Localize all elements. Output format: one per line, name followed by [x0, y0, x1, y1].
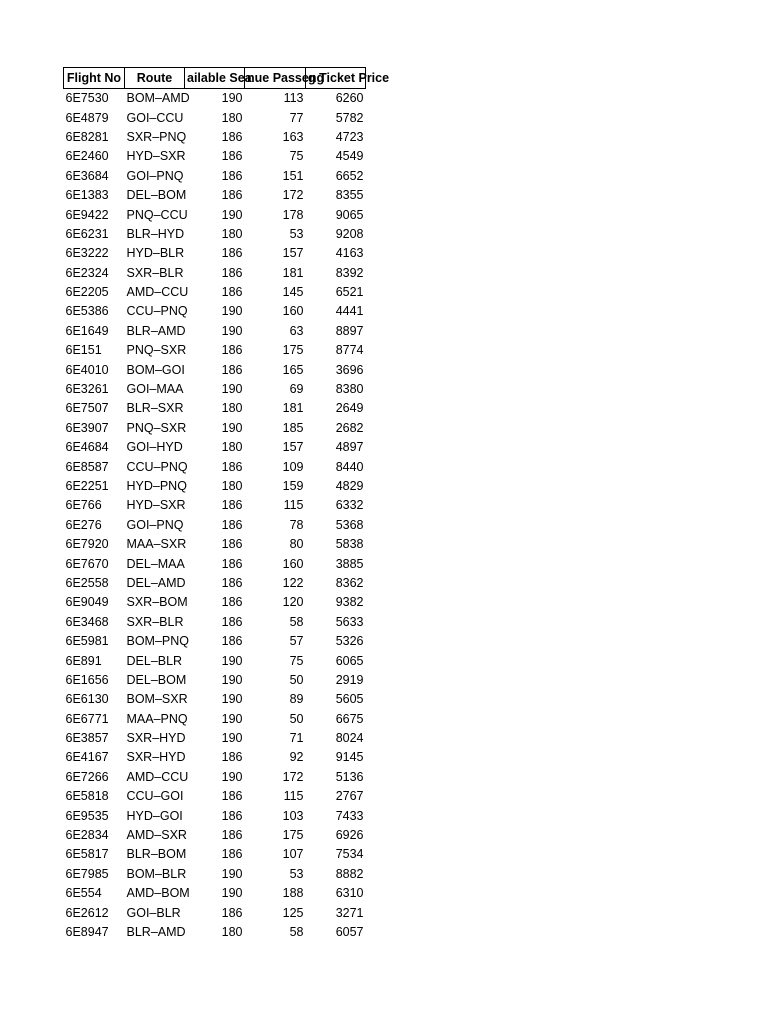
- available-seats-cell[interactable]: 186: [221, 905, 243, 920]
- passengers-cell[interactable]: 185: [282, 420, 304, 435]
- table-row: [64, 903, 366, 922]
- table-row: [64, 845, 366, 864]
- table-row: [64, 360, 366, 379]
- table-row: [64, 244, 366, 263]
- table-row: [64, 457, 366, 476]
- route-cell[interactable]: MAA–PNQ: [126, 711, 188, 726]
- available-seats-cell[interactable]: 190: [221, 382, 243, 397]
- route-cell[interactable]: AMD–BOM: [126, 886, 190, 901]
- route-cell[interactable]: HYD–BLR: [126, 246, 185, 261]
- available-seats-cell[interactable]: 180: [221, 440, 243, 455]
- route-cell[interactable]: DEL–BOM: [126, 672, 187, 687]
- flight-no-cell[interactable]: 6E2558: [65, 575, 109, 590]
- available-seats-cell[interactable]: 186: [221, 595, 243, 610]
- available-seats-cell[interactable]: 186: [221, 537, 243, 552]
- flight-no-cell[interactable]: 6E4010: [65, 362, 109, 377]
- route-cell[interactable]: PNQ–SXR: [126, 420, 187, 435]
- available-seats-cell[interactable]: 186: [221, 614, 243, 629]
- ticket-price-cell[interactable]: 5633: [335, 614, 364, 629]
- available-seats-cell[interactable]: 186: [221, 789, 243, 804]
- ticket-price-cell[interactable]: 8897: [335, 323, 364, 338]
- route-cell[interactable]: HYD–GOI: [126, 808, 183, 823]
- route-cell[interactable]: BOM–BLR: [126, 866, 187, 881]
- route-cell[interactable]: SXR–BLR: [126, 614, 184, 629]
- available-seats-cell[interactable]: 190: [221, 731, 243, 746]
- ticket-price-cell[interactable]: 4163: [335, 246, 364, 261]
- route-cell[interactable]: BLR–AMD: [126, 924, 186, 939]
- available-seats-cell[interactable]: 186: [221, 828, 243, 843]
- passengers-cell[interactable]: 178: [282, 207, 304, 222]
- flight-no-cell[interactable]: 6E2460: [65, 149, 109, 164]
- passengers-cell[interactable]: 77: [289, 110, 304, 125]
- flight-no-cell[interactable]: 6E151: [65, 343, 102, 358]
- table-row: [64, 225, 366, 244]
- route-cell[interactable]: AMD–SXR: [126, 828, 187, 843]
- passengers-cell[interactable]: 103: [282, 808, 304, 823]
- ticket-price-cell[interactable]: 8024: [335, 731, 364, 746]
- table-row: [64, 477, 366, 496]
- ticket-price-cell[interactable]: 7534: [335, 847, 364, 862]
- flight-no-cell[interactable]: 6E5817: [65, 847, 109, 862]
- table-row: [64, 768, 366, 787]
- route-cell[interactable]: GOI–CCU: [126, 110, 184, 125]
- table-row: [64, 574, 366, 593]
- available-seats-cell[interactable]: 186: [221, 188, 243, 203]
- route-cell[interactable]: CCU–GOI: [126, 789, 184, 804]
- header-passengers[interactable]: nue Passeng: [245, 68, 306, 89]
- route-cell[interactable]: BLR–HYD: [126, 226, 185, 241]
- ticket-price-cell[interactable]: 6065: [335, 653, 364, 668]
- table-row: [64, 108, 366, 127]
- passengers-cell[interactable]: 181: [282, 265, 304, 280]
- available-seats-cell[interactable]: 190: [221, 692, 243, 707]
- ticket-price-cell[interactable]: 6332: [335, 498, 364, 513]
- passengers-cell[interactable]: 50: [289, 672, 304, 687]
- flight-no-cell[interactable]: 6E6130: [65, 692, 109, 707]
- available-seats-cell[interactable]: 186: [221, 149, 243, 164]
- table-row: [64, 186, 366, 205]
- flight-no-cell[interactable]: 6E7985: [65, 866, 109, 881]
- ticket-price-cell[interactable]: 4723: [335, 129, 364, 144]
- available-seats-cell[interactable]: 186: [221, 750, 243, 765]
- table-row: [64, 322, 366, 341]
- flight-no-cell[interactable]: 6E4167: [65, 750, 109, 765]
- flight-no-cell[interactable]: 6E3907: [65, 420, 109, 435]
- ticket-price-cell[interactable]: 8392: [335, 265, 364, 280]
- table-row: [64, 651, 366, 670]
- available-seats-cell[interactable]: 190: [221, 323, 243, 338]
- table-row: [64, 496, 366, 515]
- table-row: [64, 748, 366, 767]
- table-row: [64, 865, 366, 884]
- passengers-cell[interactable]: 151: [282, 168, 304, 183]
- ticket-price-cell[interactable]: 4549: [335, 149, 364, 164]
- available-seats-cell[interactable]: 186: [221, 265, 243, 280]
- ticket-price-cell[interactable]: 8882: [335, 866, 364, 881]
- available-seats-cell[interactable]: 180: [221, 226, 243, 241]
- route-cell[interactable]: SXR–HYD: [126, 750, 186, 765]
- passengers-cell[interactable]: 172: [282, 769, 304, 784]
- ticket-price-cell[interactable]: 8355: [335, 188, 364, 203]
- ticket-price-cell[interactable]: 8362: [335, 575, 364, 590]
- flight-sheet: [63, 67, 390, 942]
- available-seats-cell[interactable]: 186: [221, 129, 243, 144]
- table-row: [64, 205, 366, 224]
- passengers-cell[interactable]: 165: [282, 362, 304, 377]
- passengers-cell[interactable]: 113: [283, 91, 304, 106]
- ticket-price-cell[interactable]: 5605: [335, 692, 364, 707]
- table-row: [64, 593, 366, 612]
- passengers-cell[interactable]: 71: [289, 731, 304, 746]
- passengers-cell[interactable]: 181: [282, 401, 304, 416]
- ticket-price-cell[interactable]: 6926: [335, 828, 364, 843]
- header-row: [64, 68, 366, 89]
- header-ticket-price[interactable]: g Ticket Price: [306, 68, 366, 89]
- ticket-price-cell[interactable]: 6310: [335, 886, 364, 901]
- table-row: [64, 710, 366, 729]
- table-row: [64, 690, 366, 709]
- passengers-cell[interactable]: 78: [289, 517, 304, 532]
- table-row: [64, 302, 366, 321]
- route-cell[interactable]: CCU–PNQ: [126, 304, 188, 319]
- flight-no-cell[interactable]: 6E3222: [65, 246, 109, 261]
- ticket-price-cell[interactable]: 5368: [335, 517, 364, 532]
- table-row: [64, 826, 366, 845]
- ticket-price-cell[interactable]: 8380: [335, 382, 364, 397]
- ticket-price-cell[interactable]: 4441: [335, 304, 364, 319]
- flight-no-cell[interactable]: 6E8281: [65, 129, 109, 144]
- available-seats-cell[interactable]: 180: [221, 401, 243, 416]
- route-cell[interactable]: BOM–AMD: [126, 91, 190, 106]
- ticket-price-cell[interactable]: 7433: [335, 808, 364, 823]
- table-row: [64, 380, 366, 399]
- passengers-cell[interactable]: 175: [282, 343, 304, 358]
- ticket-price-cell[interactable]: 2682: [335, 420, 364, 435]
- route-cell[interactable]: SXR–HYD: [126, 731, 186, 746]
- flight-no-cell[interactable]: 6E1383: [65, 188, 109, 203]
- ticket-price-cell[interactable]: 5326: [335, 634, 364, 649]
- route-cell[interactable]: BOM–SXR: [126, 692, 188, 707]
- passengers-cell[interactable]: 160: [282, 556, 304, 571]
- available-seats-cell[interactable]: 190: [221, 653, 243, 668]
- passengers-cell[interactable]: 115: [283, 789, 304, 804]
- passengers-cell[interactable]: 145: [282, 285, 304, 300]
- route-cell[interactable]: BOM–GOI: [126, 362, 185, 377]
- flight-no-cell[interactable]: 6E3468: [65, 614, 109, 629]
- flight-no-cell[interactable]: 6E4879: [65, 110, 109, 125]
- ticket-price-cell[interactable]: 9065: [335, 207, 364, 222]
- header-route[interactable]: Route: [125, 68, 185, 89]
- ticket-price-cell[interactable]: 6057: [335, 924, 364, 939]
- flight-no-cell[interactable]: 6E5386: [65, 304, 109, 319]
- passengers-cell[interactable]: 157: [282, 246, 304, 261]
- route-cell[interactable]: CCU–PNQ: [126, 459, 188, 474]
- header-flight-no[interactable]: Flight No: [64, 68, 125, 89]
- ticket-price-cell[interactable]: 8774: [335, 343, 364, 358]
- table-row: [64, 632, 366, 651]
- flight-no-cell[interactable]: 6E7670: [65, 556, 109, 571]
- table-row: [64, 729, 366, 748]
- flight-no-cell[interactable]: 6E5981: [65, 634, 109, 649]
- route-cell[interactable]: SXR–BLR: [126, 265, 184, 280]
- route-cell[interactable]: DEL–BLR: [126, 653, 183, 668]
- flight-no-cell[interactable]: 6E554: [65, 886, 102, 901]
- flight-no-cell[interactable]: 6E2834: [65, 828, 109, 843]
- flight-no-cell[interactable]: 6E3857: [65, 731, 109, 746]
- flight-no-cell[interactable]: 6E891: [65, 653, 102, 668]
- table-row: [64, 787, 366, 806]
- flight-no-cell[interactable]: 6E7920: [65, 537, 109, 552]
- available-seats-cell[interactable]: 180: [221, 479, 243, 493]
- table-row: [64, 923, 366, 942]
- table-row: [64, 167, 366, 186]
- ticket-price-cell[interactable]: 5782: [335, 110, 364, 125]
- ticket-price-cell[interactable]: 6652: [335, 168, 364, 183]
- available-seats-cell[interactable]: 190: [221, 711, 243, 726]
- flight-no-cell[interactable]: 6E9049: [65, 595, 109, 610]
- flight-no-cell[interactable]: 6E2205: [65, 285, 109, 300]
- flight-no-cell[interactable]: 6E4684: [65, 440, 109, 455]
- ticket-price-cell[interactable]: 4897: [335, 440, 364, 455]
- route-cell[interactable]: BLR–BOM: [126, 847, 187, 862]
- ticket-price-cell[interactable]: 3696: [335, 362, 364, 377]
- available-seats-cell[interactable]: 190: [221, 91, 243, 106]
- passengers-cell[interactable]: 80: [289, 537, 304, 552]
- passengers-cell[interactable]: 107: [282, 847, 304, 862]
- flight-no-cell[interactable]: 6E6771: [65, 711, 109, 726]
- available-seats-cell[interactable]: 190: [221, 886, 243, 901]
- table-row: [64, 419, 366, 438]
- ticket-price-cell[interactable]: 2767: [335, 789, 364, 804]
- route-cell[interactable]: PNQ–SXR: [126, 343, 187, 358]
- passengers-cell[interactable]: 159: [282, 479, 304, 493]
- flight-no-cell[interactable]: 6E9535: [65, 808, 109, 823]
- flight-table: [63, 67, 390, 942]
- passengers-cell[interactable]: 122: [282, 575, 304, 590]
- table-row: [64, 283, 366, 302]
- route-cell[interactable]: DEL–BOM: [126, 188, 187, 203]
- header-available-seats[interactable]: ailable Sea: [185, 68, 245, 89]
- table-row: [64, 264, 366, 283]
- table-row: [64, 613, 366, 632]
- flight-no-cell[interactable]: 6E6231: [65, 226, 109, 241]
- available-seats-cell[interactable]: 180: [221, 110, 243, 125]
- table-row: [64, 554, 366, 573]
- available-seats-cell[interactable]: 186: [221, 556, 243, 571]
- passengers-cell[interactable]: 172: [282, 188, 304, 203]
- flight-no-cell[interactable]: 6E2324: [65, 265, 109, 280]
- ticket-price-cell[interactable]: 3885: [335, 556, 364, 571]
- table-row: [64, 341, 366, 360]
- ticket-price-cell[interactable]: 9382: [335, 595, 364, 610]
- passengers-cell[interactable]: 75: [289, 149, 304, 164]
- ticket-price-cell[interactable]: 6675: [335, 711, 364, 726]
- available-seats-cell[interactable]: 190: [221, 769, 243, 784]
- route-cell[interactable]: DEL–AMD: [126, 575, 186, 590]
- available-seats-cell[interactable]: 186: [221, 575, 243, 590]
- ticket-price-cell[interactable]: 9145: [335, 750, 364, 765]
- available-seats-cell[interactable]: 186: [221, 246, 243, 261]
- flight-no-cell[interactable]: 6E3261: [65, 382, 109, 397]
- passengers-cell[interactable]: 58: [289, 924, 304, 939]
- flight-no-cell[interactable]: 6E276: [65, 517, 102, 532]
- available-seats-cell[interactable]: 186: [221, 459, 243, 474]
- available-seats-cell[interactable]: 190: [221, 866, 243, 881]
- passengers-cell[interactable]: 50: [289, 711, 304, 726]
- table-row: [64, 147, 366, 166]
- ticket-price-cell[interactable]: 6521: [335, 285, 364, 300]
- available-seats-cell[interactable]: 190: [221, 420, 243, 435]
- route-cell[interactable]: GOI–PNQ: [126, 168, 184, 183]
- table-row: [64, 535, 366, 554]
- table-row: [64, 128, 366, 147]
- route-cell[interactable]: HYD–SXR: [126, 498, 186, 513]
- route-cell[interactable]: GOI–HYD: [126, 440, 183, 455]
- flight-no-cell[interactable]: 6E8947: [65, 924, 109, 939]
- ticket-price-cell[interactable]: 5838: [335, 537, 364, 552]
- ticket-price-cell[interactable]: 4829: [335, 479, 364, 493]
- available-seats-cell[interactable]: 186: [221, 808, 243, 823]
- route-cell[interactable]: HYD–PNQ: [126, 479, 187, 493]
- route-cell[interactable]: AMD–CCU: [126, 769, 189, 784]
- available-seats-cell[interactable]: 186: [221, 498, 243, 513]
- table-body: [64, 89, 366, 943]
- flight-no-cell[interactable]: 6E3684: [65, 168, 109, 183]
- ticket-price-cell[interactable]: 6260: [335, 91, 364, 106]
- flight-no-cell[interactable]: 6E9422: [65, 207, 109, 222]
- available-seats-cell[interactable]: 186: [221, 362, 243, 377]
- route-cell[interactable]: SXR–PNQ: [126, 129, 187, 144]
- passengers-cell[interactable]: 89: [289, 692, 304, 707]
- route-cell[interactable]: SXR–BOM: [126, 595, 188, 610]
- flight-no-cell[interactable]: 6E766: [65, 498, 102, 513]
- ticket-price-cell[interactable]: 8440: [335, 459, 364, 474]
- flight-no-cell[interactable]: 6E8587: [65, 459, 109, 474]
- passengers-cell[interactable]: 69: [289, 382, 304, 397]
- available-seats-cell[interactable]: 190: [221, 304, 243, 319]
- available-seats-cell[interactable]: 190: [221, 207, 243, 222]
- passengers-cell[interactable]: 125: [282, 905, 304, 920]
- flight-no-cell[interactable]: 6E7507: [65, 401, 109, 416]
- table-row: [64, 516, 366, 535]
- available-seats-cell[interactable]: 186: [221, 168, 243, 183]
- available-seats-cell[interactable]: 190: [221, 672, 243, 687]
- flight-no-cell[interactable]: 6E7530: [65, 91, 109, 106]
- passengers-cell[interactable]: 58: [289, 614, 304, 629]
- flight-no-cell[interactable]: 6E1649: [65, 323, 109, 338]
- passengers-cell[interactable]: 57: [289, 634, 304, 649]
- passengers-cell[interactable]: 157: [282, 440, 304, 455]
- passengers-cell[interactable]: 53: [289, 226, 304, 241]
- route-cell[interactable]: BLR–AMD: [126, 323, 186, 338]
- ticket-price-cell[interactable]: 2919: [335, 672, 364, 687]
- table-row: [64, 671, 366, 690]
- route-cell[interactable]: DEL–MAA: [126, 556, 185, 571]
- passengers-cell[interactable]: 63: [289, 323, 304, 338]
- passengers-cell[interactable]: 53: [289, 866, 304, 881]
- route-cell[interactable]: GOI–PNQ: [126, 517, 184, 532]
- available-seats-cell[interactable]: 186: [221, 517, 243, 532]
- route-cell[interactable]: BOM–PNQ: [126, 634, 190, 649]
- table-row: [64, 438, 366, 457]
- ticket-price-cell[interactable]: 2649: [335, 401, 364, 416]
- flight-no-cell[interactable]: 6E7266: [65, 769, 109, 784]
- route-cell[interactable]: MAA–SXR: [126, 537, 187, 552]
- passengers-cell[interactable]: 92: [289, 750, 304, 765]
- route-cell[interactable]: AMD–CCU: [126, 285, 189, 300]
- passengers-cell[interactable]: 160: [282, 304, 304, 319]
- ticket-price-cell[interactable]: 3271: [335, 905, 364, 920]
- passengers-cell[interactable]: 163: [282, 129, 304, 144]
- flight-no-cell[interactable]: 6E2251: [65, 479, 109, 493]
- route-cell[interactable]: PNQ–CCU: [126, 207, 188, 222]
- ticket-price-cell[interactable]: 5136: [335, 769, 364, 784]
- available-seats-cell[interactable]: 186: [221, 634, 243, 649]
- passengers-cell[interactable]: 120: [282, 595, 304, 610]
- passengers-cell[interactable]: 75: [289, 653, 304, 668]
- table-row: [64, 399, 366, 418]
- available-seats-cell[interactable]: 186: [221, 847, 243, 862]
- ticket-price-cell[interactable]: 9208: [335, 226, 364, 241]
- flight-no-cell[interactable]: 6E1656: [65, 672, 109, 687]
- flight-no-cell[interactable]: 6E2612: [65, 905, 109, 920]
- route-cell[interactable]: GOI–MAA: [126, 382, 184, 397]
- passengers-cell[interactable]: 188: [282, 886, 304, 901]
- passengers-cell[interactable]: 115: [283, 498, 304, 513]
- table-row: [64, 89, 366, 109]
- table-row: [64, 884, 366, 903]
- flight-no-cell[interactable]: 6E5818: [65, 789, 109, 804]
- available-seats-cell[interactable]: 186: [221, 285, 243, 300]
- passengers-cell[interactable]: 109: [282, 459, 304, 474]
- route-cell[interactable]: BLR–SXR: [126, 401, 184, 416]
- route-cell[interactable]: HYD–SXR: [126, 149, 186, 164]
- available-seats-cell[interactable]: 186: [221, 343, 243, 358]
- route-cell[interactable]: GOI–BLR: [126, 905, 181, 920]
- available-seats-cell[interactable]: 180: [221, 924, 243, 939]
- table-row: [64, 806, 366, 825]
- passengers-cell[interactable]: 175: [282, 828, 304, 843]
